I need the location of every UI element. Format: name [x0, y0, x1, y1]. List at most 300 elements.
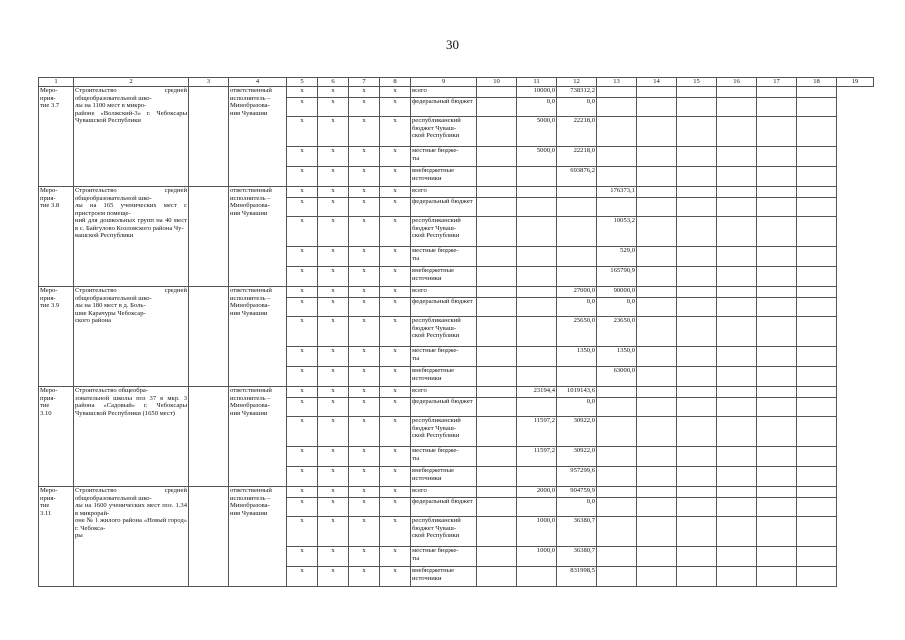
value-cell	[517, 317, 557, 347]
value-cell	[597, 147, 637, 167]
value-cell	[677, 467, 717, 487]
x-mark-cell: x	[318, 447, 349, 467]
value-cell	[517, 347, 557, 367]
funding-source: местные бюдже- ты	[411, 147, 477, 167]
value-cell	[757, 498, 797, 517]
funding-source: внебюджетные источники	[411, 267, 477, 287]
header-row	[39, 78, 874, 87]
x-mark-cell: x	[380, 498, 411, 517]
x-mark-cell: x	[349, 298, 380, 317]
value-cell	[637, 167, 677, 187]
x-mark-cell: x	[318, 198, 349, 217]
value-cell	[797, 187, 837, 198]
value-cell	[677, 367, 717, 387]
value-cell: 5000,0	[517, 147, 557, 167]
value-cell	[757, 487, 797, 498]
x-mark-cell: x	[380, 198, 411, 217]
value-cell	[717, 147, 757, 167]
value-cell	[717, 398, 757, 417]
value-cell	[757, 447, 797, 467]
x-mark-cell: x	[380, 547, 411, 567]
value-cell	[757, 187, 797, 198]
value-cell	[757, 87, 797, 98]
value-cell	[717, 517, 757, 547]
x-mark-cell: x	[380, 347, 411, 367]
x-mark-cell: x	[380, 247, 411, 267]
value-cell: 738312,2	[557, 87, 597, 98]
value-cell	[517, 467, 557, 487]
value-cell	[517, 267, 557, 287]
value-cell	[797, 98, 837, 117]
value-cell	[757, 347, 797, 367]
value-cell	[637, 487, 677, 498]
value-cell	[677, 98, 717, 117]
value-cell	[757, 287, 797, 298]
x-mark-cell: x	[380, 267, 411, 287]
value-cell: 1000,0	[517, 547, 557, 567]
value-cell	[477, 517, 517, 547]
value-cell	[637, 567, 677, 587]
value-cell	[797, 247, 837, 267]
table-row	[39, 387, 874, 398]
column-header: 15	[677, 78, 717, 87]
value-cell	[717, 87, 757, 98]
value-cell: 0,0	[597, 298, 637, 317]
value-cell	[677, 317, 717, 347]
x-mark-cell: x	[287, 98, 318, 117]
measure-name: Строительство общеобра- зовательной школы поз 37 в мкр. 3 района «Садовый» г. Чебоксары Чувашской Республики (1650 мест)	[74, 387, 189, 487]
value-cell: 0,0	[557, 498, 597, 517]
x-mark-cell: x	[349, 447, 380, 467]
value-cell	[717, 387, 757, 398]
value-cell	[597, 498, 637, 517]
x-mark-cell: x	[349, 98, 380, 117]
value-cell	[757, 298, 797, 317]
x-mark-cell: x	[287, 367, 318, 387]
value-cell	[677, 498, 717, 517]
column-header: 5	[287, 78, 318, 87]
x-mark-cell: x	[287, 247, 318, 267]
value-cell	[717, 567, 757, 587]
x-mark-cell: x	[349, 517, 380, 547]
value-cell: 831998,5	[557, 567, 597, 587]
x-mark-cell: x	[349, 487, 380, 498]
x-mark-cell: x	[318, 117, 349, 147]
value-cell: 30922,0	[557, 447, 597, 467]
x-mark-cell: x	[287, 147, 318, 167]
x-mark-cell: x	[318, 487, 349, 498]
x-mark-cell: x	[380, 398, 411, 417]
value-cell	[517, 298, 557, 317]
funding-source: федеральный бюджет	[411, 198, 477, 217]
column-header: 8	[380, 78, 411, 87]
x-mark-cell: x	[349, 367, 380, 387]
value-cell	[797, 217, 837, 247]
x-mark-cell: x	[380, 187, 411, 198]
value-cell	[637, 498, 677, 517]
x-mark-cell: x	[349, 117, 380, 147]
value-cell	[797, 267, 837, 287]
value-cell	[477, 317, 517, 347]
value-cell	[797, 87, 837, 98]
value-cell	[797, 287, 837, 298]
value-cell	[797, 347, 837, 367]
value-cell	[477, 167, 517, 187]
value-cell	[597, 547, 637, 567]
measure-id: Меро- прия- тие 3.11	[39, 487, 74, 587]
value-cell	[637, 198, 677, 217]
value-cell	[797, 117, 837, 147]
value-cell	[677, 547, 717, 567]
value-cell	[597, 517, 637, 547]
value-cell	[677, 147, 717, 167]
x-mark-cell: x	[380, 317, 411, 347]
x-mark-cell: x	[349, 147, 380, 167]
x-mark-cell: x	[318, 167, 349, 187]
value-cell: 11597,2	[517, 447, 557, 467]
value-cell	[597, 417, 637, 447]
x-mark-cell: x	[380, 517, 411, 547]
value-cell: 10053,2	[597, 217, 637, 247]
x-mark-cell: x	[380, 87, 411, 98]
column-header: 1	[39, 78, 74, 87]
x-mark-cell: x	[380, 467, 411, 487]
x-mark-cell: x	[287, 447, 318, 467]
x-mark-cell: x	[318, 517, 349, 547]
value-cell	[717, 198, 757, 217]
value-cell	[477, 247, 517, 267]
column-header: 3	[189, 78, 229, 87]
value-cell: 36380,7	[557, 547, 597, 567]
value-cell: 1000,0	[517, 517, 557, 547]
value-cell	[597, 87, 637, 98]
value-cell	[757, 417, 797, 447]
value-cell	[637, 287, 677, 298]
value-cell	[797, 387, 837, 398]
value-cell	[477, 187, 517, 198]
x-mark-cell: x	[380, 447, 411, 467]
value-cell	[717, 117, 757, 147]
value-cell	[477, 567, 517, 587]
value-cell: 0,0	[557, 298, 597, 317]
x-mark-cell: x	[349, 247, 380, 267]
value-cell	[477, 498, 517, 517]
value-cell	[477, 117, 517, 147]
value-cell	[517, 567, 557, 587]
value-cell	[597, 98, 637, 117]
x-mark-cell: x	[380, 567, 411, 587]
measure-id: Меро- прия- тие 3.9	[39, 287, 74, 387]
value-cell	[677, 167, 717, 187]
value-cell	[717, 547, 757, 567]
value-cell	[717, 347, 757, 367]
measure-id: Меро- прия- тие 3.7	[39, 87, 74, 187]
value-cell	[637, 347, 677, 367]
x-mark-cell: x	[349, 187, 380, 198]
empty-cell	[189, 87, 229, 187]
value-cell	[637, 467, 677, 487]
x-mark-cell: x	[287, 317, 318, 347]
value-cell	[637, 98, 677, 117]
value-cell	[677, 567, 717, 587]
value-cell	[637, 217, 677, 247]
value-cell	[557, 247, 597, 267]
value-cell	[637, 187, 677, 198]
value-cell	[557, 367, 597, 387]
funding-source: местные бюдже- ты	[411, 247, 477, 267]
x-mark-cell: x	[318, 417, 349, 447]
column-header: 4	[229, 78, 287, 87]
value-cell	[477, 417, 517, 447]
value-cell	[797, 487, 837, 498]
x-mark-cell: x	[380, 217, 411, 247]
value-cell	[637, 247, 677, 267]
funding-source: всего	[411, 187, 477, 198]
value-cell	[677, 298, 717, 317]
column-header: 11	[517, 78, 557, 87]
funding-source: местные бюдже- ты	[411, 447, 477, 467]
funding-source: всего	[411, 287, 477, 298]
measure-name: Строительство средней общеобразовательной шко- лы на 165 ученических мест с пристроем помеще- ний для дошкольных групп на 40 мест в с. Байгулово Козловского района Чу- вашской Республики	[74, 187, 189, 287]
value-cell	[517, 217, 557, 247]
empty-cell	[189, 387, 229, 487]
value-cell	[797, 498, 837, 517]
x-mark-cell: x	[287, 117, 318, 147]
value-cell	[517, 198, 557, 217]
value-cell: 2000,0	[517, 487, 557, 498]
value-cell	[797, 547, 837, 567]
value-cell	[757, 398, 797, 417]
value-cell	[797, 517, 837, 547]
value-cell	[717, 417, 757, 447]
value-cell	[717, 487, 757, 498]
funding-source: внебюджетные источники	[411, 567, 477, 587]
value-cell	[677, 187, 717, 198]
value-cell	[677, 217, 717, 247]
funding-source: внебюджетные источники	[411, 367, 477, 387]
funding-source: федеральный бюджет	[411, 398, 477, 417]
measure-name: Строительство средней общеобразовательной шко- лы на 1600 ученических мест поз. 1.34 в микрорай- оне № 1 жилого района «Новый город» г. Чебокса- ры	[74, 487, 189, 587]
x-mark-cell: x	[287, 398, 318, 417]
table-row	[39, 487, 874, 498]
funding-source: республиканский бюджет Чуваш- ской Республики	[411, 317, 477, 347]
column-header: 18	[797, 78, 837, 87]
value-cell	[677, 347, 717, 367]
value-cell	[517, 398, 557, 417]
x-mark-cell: x	[287, 298, 318, 317]
value-cell	[797, 417, 837, 447]
value-cell	[797, 298, 837, 317]
value-cell	[757, 247, 797, 267]
value-cell	[517, 287, 557, 298]
value-cell	[597, 447, 637, 467]
value-cell	[637, 547, 677, 567]
x-mark-cell: x	[318, 398, 349, 417]
value-cell	[517, 367, 557, 387]
value-cell	[717, 317, 757, 347]
value-cell	[637, 117, 677, 147]
value-cell	[717, 498, 757, 517]
x-mark-cell: x	[349, 567, 380, 587]
x-mark-cell: x	[318, 347, 349, 367]
executor: ответственный исполнитель – Минобразова- ния Чувашии	[229, 287, 287, 387]
value-cell: 22218,0	[557, 117, 597, 147]
value-cell: 36380,7	[557, 517, 597, 547]
value-cell	[677, 417, 717, 447]
column-header: 19	[837, 78, 874, 87]
value-cell	[557, 217, 597, 247]
value-cell	[637, 147, 677, 167]
value-cell	[717, 247, 757, 267]
value-cell	[477, 267, 517, 287]
value-cell	[637, 517, 677, 547]
x-mark-cell: x	[287, 187, 318, 198]
x-mark-cell: x	[287, 467, 318, 487]
value-cell	[597, 467, 637, 487]
x-mark-cell: x	[349, 87, 380, 98]
value-cell: 11597,2	[517, 417, 557, 447]
value-cell	[477, 398, 517, 417]
value-cell	[477, 147, 517, 167]
funding-source: республиканский бюджет Чуваш- ской Республики	[411, 117, 477, 147]
value-cell	[757, 117, 797, 147]
value-cell	[677, 387, 717, 398]
page-number: 30	[446, 37, 459, 52]
value-cell	[757, 317, 797, 347]
x-mark-cell: x	[287, 217, 318, 247]
value-cell: 529,0	[597, 247, 637, 267]
x-mark-cell: x	[349, 417, 380, 447]
x-mark-cell: x	[287, 198, 318, 217]
value-cell	[517, 247, 557, 267]
value-cell	[477, 367, 517, 387]
x-mark-cell: x	[349, 317, 380, 347]
value-cell	[597, 567, 637, 587]
x-mark-cell: x	[318, 87, 349, 98]
funding-source: федеральный бюджет	[411, 498, 477, 517]
value-cell	[637, 398, 677, 417]
value-cell	[717, 98, 757, 117]
x-mark-cell: x	[287, 267, 318, 287]
funding-source: всего	[411, 87, 477, 98]
column-header: 9	[411, 78, 477, 87]
value-cell	[557, 267, 597, 287]
value-cell	[717, 267, 757, 287]
x-mark-cell: x	[349, 398, 380, 417]
executor: ответственный исполнитель – Минобразова- ния Чувашии	[229, 187, 287, 287]
value-cell	[757, 387, 797, 398]
value-cell	[797, 317, 837, 347]
value-cell	[517, 187, 557, 198]
value-cell	[637, 267, 677, 287]
value-cell: 5000,0	[517, 117, 557, 147]
value-cell: 90000,0	[597, 287, 637, 298]
x-mark-cell: x	[287, 547, 318, 567]
value-cell	[477, 487, 517, 498]
x-mark-cell: x	[318, 98, 349, 117]
value-cell	[637, 417, 677, 447]
empty-cell	[189, 487, 229, 587]
value-cell	[637, 87, 677, 98]
x-mark-cell: x	[318, 217, 349, 247]
value-cell	[797, 367, 837, 387]
value-cell	[477, 98, 517, 117]
column-header: 6	[318, 78, 349, 87]
x-mark-cell: x	[380, 367, 411, 387]
empty-cell	[189, 287, 229, 387]
value-cell	[477, 298, 517, 317]
value-cell	[677, 198, 717, 217]
value-cell	[757, 517, 797, 547]
value-cell	[477, 217, 517, 247]
value-cell	[677, 117, 717, 147]
value-cell: 1019143,6	[557, 387, 597, 398]
x-mark-cell: x	[380, 387, 411, 398]
value-cell: 63000,0	[597, 367, 637, 387]
value-cell	[477, 467, 517, 487]
budget-table	[38, 77, 874, 587]
x-mark-cell: x	[318, 498, 349, 517]
x-mark-cell: x	[380, 287, 411, 298]
value-cell	[757, 98, 797, 117]
value-cell	[597, 117, 637, 147]
x-mark-cell: x	[318, 187, 349, 198]
value-cell: 23194,4	[517, 387, 557, 398]
value-cell	[597, 487, 637, 498]
value-cell: 165790,9	[597, 267, 637, 287]
value-cell	[717, 467, 757, 487]
value-cell: 176373,1	[597, 187, 637, 198]
x-mark-cell: x	[318, 247, 349, 267]
x-mark-cell: x	[318, 317, 349, 347]
x-mark-cell: x	[349, 387, 380, 398]
measure-id: Меро- прия- тие 3.8	[39, 187, 74, 287]
funding-source: федеральный бюджет	[411, 298, 477, 317]
funding-source: республиканский бюджет Чуваш- ской Республики	[411, 417, 477, 447]
value-cell	[477, 347, 517, 367]
table-row	[39, 87, 874, 98]
value-cell	[757, 267, 797, 287]
executor: ответственный исполнитель – Минобразова- ния Чувашии	[229, 87, 287, 187]
x-mark-cell: x	[287, 498, 318, 517]
value-cell	[597, 167, 637, 187]
value-cell	[477, 447, 517, 467]
table-row	[39, 187, 874, 198]
value-cell	[677, 87, 717, 98]
value-cell	[597, 198, 637, 217]
x-mark-cell: x	[287, 87, 318, 98]
value-cell	[477, 87, 517, 98]
value-cell	[717, 187, 757, 198]
table-row	[39, 287, 874, 298]
x-mark-cell: x	[349, 267, 380, 287]
measure-name: Строительство средней общеобразовательной шко- лы на 1100 мест в микро- районе «Волжский-3» г. Чебоксары Чувашской Республики	[74, 87, 189, 187]
value-cell	[757, 147, 797, 167]
value-cell	[717, 217, 757, 247]
value-cell	[797, 467, 837, 487]
x-mark-cell: x	[287, 567, 318, 587]
value-cell	[797, 567, 837, 587]
executor: ответственный исполнитель – Минобразова- ния Чувашии	[229, 387, 287, 487]
funding-source: республиканский бюджет Чуваш- ской Республики	[411, 517, 477, 547]
value-cell	[637, 367, 677, 387]
value-cell	[797, 447, 837, 467]
x-mark-cell: x	[349, 347, 380, 367]
value-cell	[757, 217, 797, 247]
x-mark-cell: x	[318, 267, 349, 287]
x-mark-cell: x	[318, 547, 349, 567]
x-mark-cell: x	[287, 167, 318, 187]
